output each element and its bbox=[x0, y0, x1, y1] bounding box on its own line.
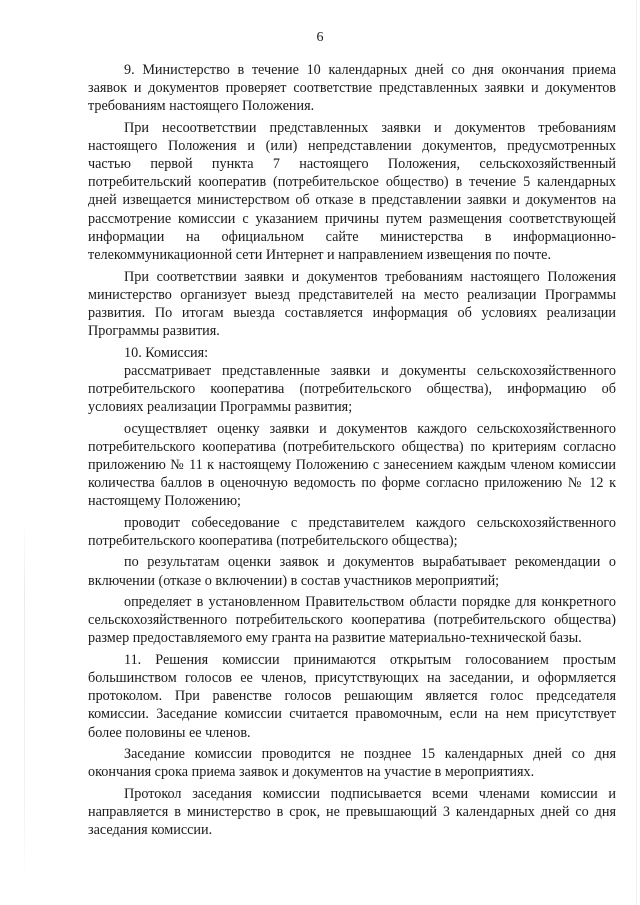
scan-edge-left bbox=[24, 520, 25, 880]
paragraph-commission-recommendations: по результатам оценки заявок и документов вырабатывает рекомендации о включении (отказе о включении) в состав участников мероприятий; bbox=[88, 554, 616, 589]
document-body bbox=[88, 61, 616, 843]
paragraph-commission-reviews: рассматривает представленные заявки и документы сельскохозяйственного потребительского кооператива (потребительского общества), информацию об условиях реализации Программы развития; bbox=[88, 362, 616, 415]
paragraph-commission-evaluates: осуществляет оценку заявки и документов каждого сельскохозяйственного потребительского кооператива (потребительского общества) по критериям согласно приложению № 11 к настоящему Положению с занесением каждым членом комиссии количества баллов в оценочную ведомость по форме согласно приложению № 12 к настоящему Положению; bbox=[88, 420, 616, 510]
paragraph-item-11: 11. Решения комиссии принимаются открытым голосованием простым большинством голосов ее членов, присутствующих на заседании, и оформляется протоколом. При равенстве голосов решающим является голос председателя комиссии. Заседание комиссии считается правомочным, если на нем присутствует более половины ее членов. bbox=[88, 651, 616, 741]
scan-edge-right bbox=[636, 0, 637, 905]
paragraph-commission-grant-size: определяет в установленном Правительством области порядке для конкретного сельскохозяйственного потребительского кооператива (потребительского общества) размер предоставляемого ему гранта на развитие материально-технической базы. bbox=[88, 594, 616, 647]
paragraph-commission-heading: 10. Комиссия: bbox=[124, 344, 209, 361]
paragraph-meeting-deadline: Заседание комиссии проводится не позднее 15 календарных дней со дня окончания срока приема заявок и документов на участие в мероприятиях. bbox=[88, 746, 616, 781]
paragraph-site-visit: При соответствии заявки и документов требованиям настоящего Положения министерство организует выезд представителей на место реализации Программы развития. По итогам выезда составляется информация об условиях реализации Программы развития. bbox=[88, 268, 616, 339]
paragraph-mismatch-notice: При несоответствии представленных заявки и документов требованиям настоящего Положения и (или) непредставлении документов, предусмотренных частью первой пункта 7 настоящего Положения, сельскохозяйственный потребительский кооператив (потребительское общество) в течение 5 календарных дней извещается министерством об отказе в представлении заявки и документов на рассмотрение комиссии с указанием причины путем размещения соответствующей информации на официальном сайте министерства в информационно-телекоммуникационной сети Интернет и направлением извещения по почте. bbox=[88, 119, 616, 263]
paragraph-commission-interview: проводит собеседование с представителем каждого сельскохозяйственного потребительского кооператива (потребительского общества); bbox=[88, 514, 616, 549]
paragraph-protocol: Протокол заседания комиссии подписывается всеми членами комиссии и направляется в министерство в срок, не превышающий 3 календарных дней со дня заседания комиссии. bbox=[88, 785, 616, 839]
paragraph-item-9: 9. Министерство в течение 10 календарных дней со дня окончания приема заявок и документов проверяет соответствие представленных заявки и документов требованиям настоящего Положения. bbox=[88, 62, 616, 115]
page-number: 6 bbox=[316, 30, 324, 45]
